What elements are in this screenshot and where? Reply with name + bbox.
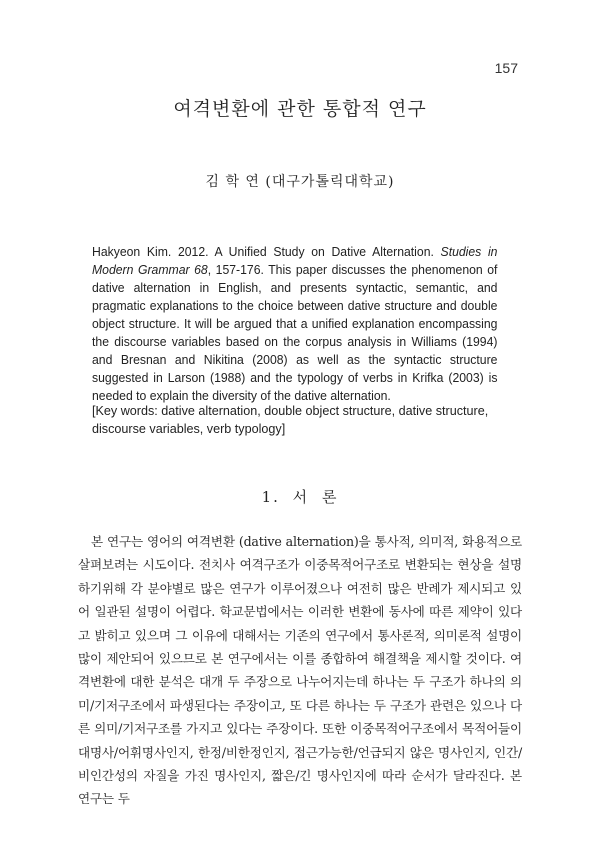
abstract-text: , 157-176. This paper discusses the phenomenon of dative alternation in English, and presents syntactic, semantic, and pragmatic explanations to the choice between dative structure and double object structure. It will be argued that a unified explanation encompassing the discourse variables based on the corpus analysis in Williams (1994) and Bresnan and Nikitina (2008) as well as the syntactic structure suggested in Larson (1988) and the typology of verbs in Krifka (2003) is needed to explain the diversity of the dative alternation. xyxy=(92,263,498,403)
paper-title: 여격변환에 관한 통합적 연구 xyxy=(173,98,427,120)
section-title-part2: 론 xyxy=(321,488,339,506)
body-paragraph: 본 연구는 영어의 여격변환 (dative alternation)을 통사적, 의미적, 화용적으로 살펴보려는 시도이다. 전치사 여격구조가 이중목적어구조로 변환되는 현상을 설명하기위해 각 분야별로 많은 연구가 이루어졌으나 여전히 많은 반례가 제시되고 있어 일관된 설명이 어렵다. 학교문법에서는 이러한 변환에 동사에 따른 제약이 있다고 밝히고 있으며 그 이유에 대해서는 기존의 연구에서 통사론적, 의미론적 설명이 많이 제안되어 있으므로 본 연구에서는 이를 종합하여 해결책을 제시할 것이다. 여격변환에 대한 분석은 대개 두 주장으로 나누어지는데 하나는 두 구조가 하나의 의미/기저구조에서 파생된다는 주장이고, 또 다른 하나는 두 구조가 관련은 있으나 다른 의미/기저구조를 가지고 있다는 주장이다. 또한 이중목적어구조에서 목적어들이 대명사/어휘명사인지, 한정/비한정인지, 접근가능한/언급되지 않은 명사인지, 인간/비인간성의 자질을 가진 명사인지, 짧은/긴 명사인지에 따라 순서가 달라진다. 본 연구는 두 xyxy=(78,534,522,807)
journal-name: Studies in Modern Grammar 68 xyxy=(92,245,498,277)
section-heading xyxy=(0,486,600,507)
abstract-citation: Hakyeon Kim. 2012. A Unified Study on Dative Alternation. xyxy=(92,245,441,259)
section-title-part1: 서 xyxy=(292,488,310,506)
section-number: 1. xyxy=(261,488,280,506)
author-affiliation: 김 학 연 (대구가톨릭대학교) xyxy=(205,174,395,190)
abstract xyxy=(92,243,497,405)
keywords: [Key words: dative alternation, double object structure, dative structure, discourse variables, verb typology] xyxy=(92,404,489,436)
page-number: 157 xyxy=(494,60,518,76)
